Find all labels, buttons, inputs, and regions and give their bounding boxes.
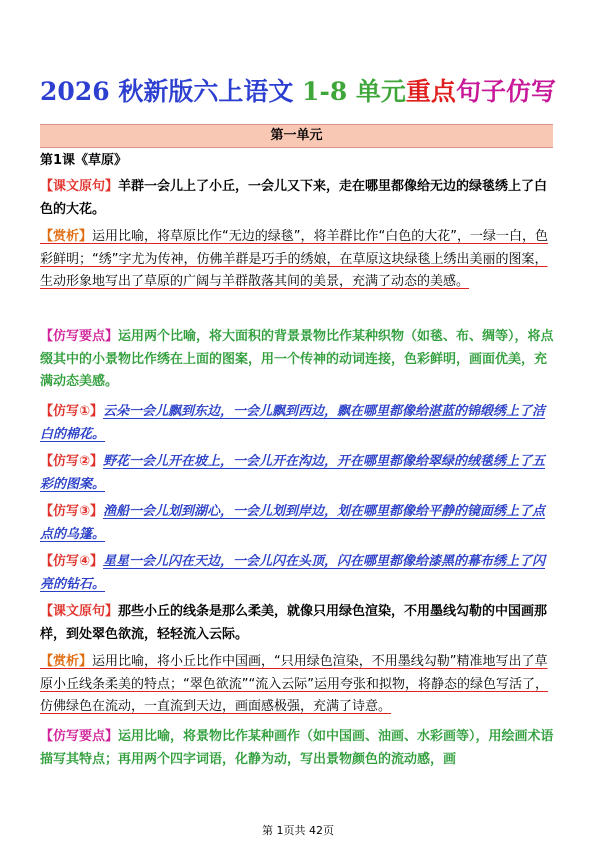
imitation-points: 【仿写要点】运用两个比喻，将大面积的背景景物比作某种织物（如毯、布、绸等），将点缀其中的小景物比作绣在上面的图案，用一个传神的动词连接，色彩鲜明，画面优美，充满动态美感。: [40, 329, 554, 389]
original-sentence: 【课文原句】羊群一会儿上了小丘，一会儿又下来，走在哪里都像给无边的绿毯绣上了白色的大花。: [40, 179, 548, 217]
document-title: 2026 秋新版六上语文 1-8 单元重点句子仿写: [40, 77, 556, 106]
imitation-example-2: 【仿写②】野花一会儿开在坡上，一会儿开在沟边，开在哪里都像给翠绿的绒毯绣上了五彩的图案。: [40, 454, 546, 492]
unit-header: 第一单元: [40, 124, 553, 148]
analysis: 【赏析】运用比喻，将草原比作“无边的绿毯”，将羊群比作“白色的大花”，一绿一白，色彩鲜明；“绣”字尤为传神，仿佛羊群是巧手的绣娘，在草原这块绿毯上绣出美丽的图案，生动形象地写出了草原的广阔与羊群散落其间的美景，充满了动态的美感。: [40, 229, 548, 289]
imitation-points-2: 【仿写要点】运用比喻，将景物比作某种画作（如中国画、油画、水彩画等），用绘画术语描写其特点；再用两个四字词语，化静为动，写出景物颜色的流动感，画: [40, 729, 554, 767]
imitation-example-1: 【仿写①】云朵一会儿飘到东边，一会儿飘到西边，飘在哪里都像给湛蓝的锦缎绣上了洁白的棉花。: [40, 404, 546, 442]
original-sentence-2: 【课文原句】那些小丘的线条是那么柔美，就像只用绿色渲染，不用墨线勾勒的中国画那样，到处翠色欲流，轻轻流入云际。: [40, 604, 548, 642]
imitation-example-3: 【仿写③】渔船一会儿划到湖心，一会儿划到岸边，划在哪里都像给平静的镜面绣上了点点的乌篷。: [40, 504, 546, 542]
lesson-title: 第1课《草原》: [40, 153, 128, 168]
page-footer: 第 1页共 42页: [262, 824, 334, 837]
imitation-example-4: 【仿写④】星星一会儿闪在天边，一会儿闪在头顶，闪在哪里都像给漆黑的幕布绣上了闪亮的钻石。: [40, 554, 546, 592]
analysis-2: 【赏析】运用比喻，将小丘比作中国画，“只用绿色渲染，不用墨线勾勒”精准地写出了草原小丘线条柔美的特点；“翠色欲流”“流入云际”运用夸张和拟物，将静态的绿色写活了，仿佛绿色在流动，一直流到天边，画面感极强，充满了诗意。: [40, 654, 548, 714]
